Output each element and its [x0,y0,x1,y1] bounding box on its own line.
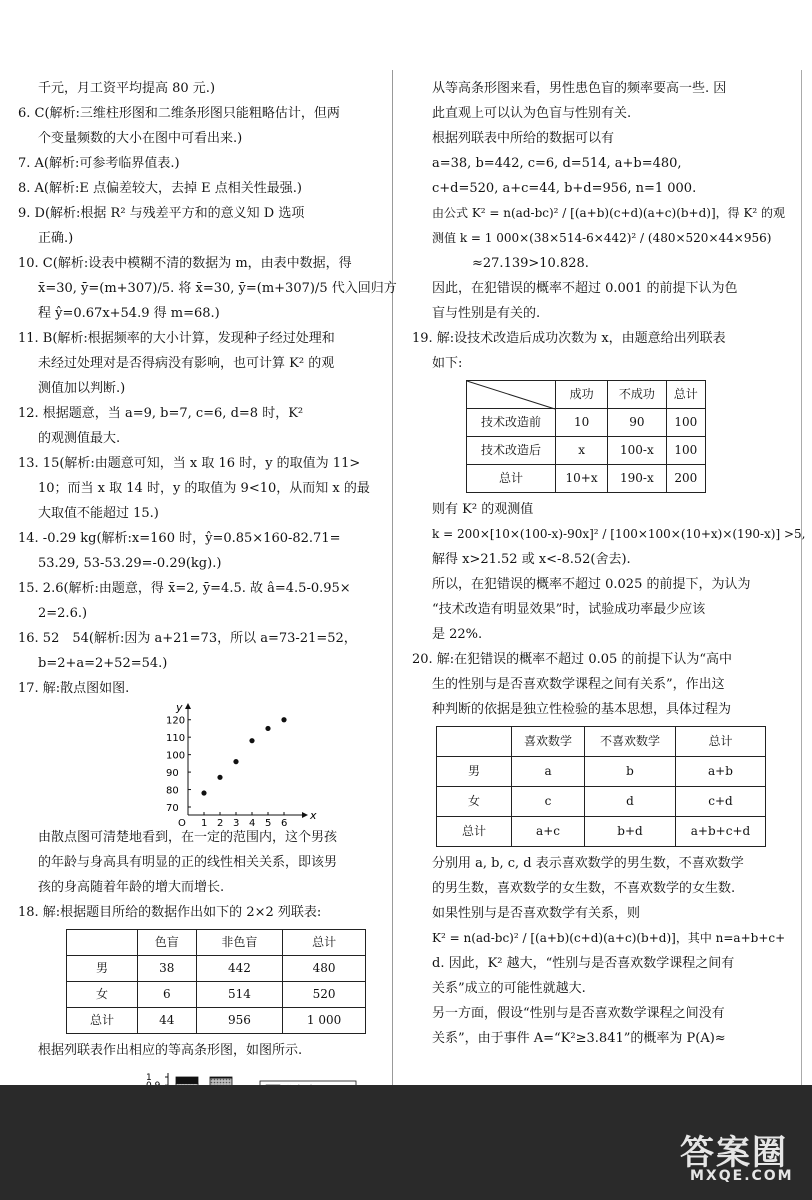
table-cell: 44 [138,1008,197,1034]
x-tick-label: 5 [265,818,272,829]
table-cell: b [585,757,676,787]
table-header: 色盲 [138,930,197,956]
text-line: 18. 解:根据题目所给的数据作出如下的 2×2 列联表: [18,905,322,920]
scatter-point [265,726,270,731]
scatter-point [217,775,222,780]
text-line: 测值加以判断.) [38,381,126,396]
table-cell: 男 [437,757,512,787]
text-line: 种判断的依据是独立性检验的基本思想，具体过程为 [432,702,732,717]
text-line: 12. 根据题意，当 a=9, b=7, c=6, d=8 时，K² [18,406,304,421]
bar-segment [176,1077,198,1083]
text-line: 19. 解:设技术改造后成功次数为 x，由题意给出列联表 [412,331,726,346]
text-line: 由公式 K² = n(ad-bc)² / [(a+b)(c+d)(a+c)(b+d)]，得 K² 的观 [432,206,786,220]
page-edge-line [801,70,802,1085]
text-line: 如下: [432,356,463,371]
text-line: 所以，在犯错误的概率不超过 0.025 的前提下，为认为 [432,577,751,592]
table-cell: 男 [67,956,138,982]
text-line: b=2+a=2+52=54.) [38,656,168,671]
y-tick-label: 1 [146,1073,152,1083]
text-line: 7. A(解析:可参考临界值表.) [18,156,180,171]
y-tick-label: 80 [166,785,179,797]
text-line: 10. C(解析:设表中模糊不清的数据为 m，由表中数据，得 [18,256,352,271]
table-cell: 1 000 [283,1008,366,1034]
table-cell: 514 [196,982,283,1008]
scatter-point [201,790,206,795]
y-tick-label: 120 [166,715,186,727]
y-axis-arrow [185,703,191,709]
text-line: 则有 K² 的观测值 [432,502,534,517]
text-line: 11. B(解析:根据频率的大小计算，发现种子经过处理和 [18,331,335,346]
watermark-url: MXQE.COM [690,1168,794,1184]
table-cell: 女 [67,982,138,1008]
contingency-table-18 [66,929,366,1034]
text-line: 的男生数，喜欢数学的女生数，不喜欢数学的女生数. [432,881,736,896]
table-cell: a [512,757,585,787]
table-cell: c+d [675,787,765,817]
text-line: 程 ŷ=0.67x+54.9 得 m=68.) [38,306,220,321]
text-line: 2=2.6.) [38,606,88,621]
text-line: a=38, b=442, c=6, d=514, a+b=480, [432,156,682,171]
table-header: 不成功 [608,381,666,409]
table-cell: a+b+c+d [675,817,765,847]
text-line: 未经过处理对是否得病没有影响，也可计算 K² 的观 [38,356,335,371]
text-line: 9. D(解析:根据 R² 与残差平方和的意义知 D 选项 [18,206,305,221]
text-line: 如果性别与是否喜欢数学有关系，则 [432,906,641,921]
table-cell: 技术改造前 [467,409,556,437]
table-header [67,930,138,956]
text-line: 孩的身高随着年龄的增大而增长. [38,880,225,895]
y-tick-label: 110 [166,733,186,745]
text-line: 20. 解:在犯错误的概率不超过 0.05 的前提下认为“高中 [412,652,733,667]
text-line: 15. 2.6(解析:由题意，得 x̄=2, ȳ=4.5. 故 â=4.5-0.95× [18,581,351,596]
text-line: K² = n(ad-bc)² / [(a+b)(c+d)(a+c)(b+d)]，其中 n=a+b+c+ [432,931,786,945]
diagonal-line [467,381,555,409]
table-header: 喜欢数学 [512,727,585,757]
x-tick-label: 1 [201,818,208,829]
table-cell: b+d [585,817,676,847]
y-tick-label: 70 [166,803,179,814]
table-cell: 200 [666,465,705,493]
watermark-logo: 答案圈 [680,1133,788,1173]
scatter-plot [18,701,384,829]
table-cell: x [556,437,608,465]
table-cell: 技术改造后 [467,437,556,465]
text-line: 8. A(解析:E 点偏差较大，去掉 E 点相关性最强.) [18,181,302,196]
text-line: 测值 k = 1 000×(38×514-6×442)² / (480×520×44×956) [432,231,772,245]
text-line: 因此，在犯错误的概率不超过 0.001 的前提下认为色 [432,281,738,296]
table-cell: 10 [556,409,608,437]
text-line: 关系”，由于事件 A=“K²≥3.841”的概率为 P(A)≈ [432,1031,726,1046]
text-line: 根据列联表中所给的数据可以有 [432,131,615,146]
table-cell: 6 [138,982,197,1008]
text-line: d. 因此，K² 越大，“性别与是否喜欢数学课程之间有 [432,956,735,971]
contingency-table-20 [436,726,766,847]
text-line: 53.29, 53-53.29=-0.29(kg).) [38,556,222,571]
right-column [412,76,806,1051]
text-line: 盲与性别是有关的. [432,306,541,321]
scatter-point [233,759,238,764]
text-line: 大取值不能超过 15.) [38,506,159,521]
text-line: 的观测值最大. [38,431,121,446]
table-cell: 100 [666,437,705,465]
table-cell: 442 [196,956,283,982]
text-line: k = 200×[10×(100-x)-90x]² / [100×100×(10+x)×(190-x)] >5, [432,527,806,541]
scatter-point [249,738,254,743]
table-cell: 总计 [437,817,512,847]
table-cell: 100-x [608,437,666,465]
x-tick-label: 4 [249,818,256,829]
table-cell: 38 [138,956,197,982]
table-cell: 10+x [556,465,608,493]
table-cell: 190-x [608,465,666,493]
contingency-table-19 [466,380,706,493]
x-axis-label: x [310,809,317,822]
x-tick-label: 6 [281,818,288,829]
text-line: 的年龄与身高具有明显的正的线性相关关系，即该男 [38,855,338,870]
table-cell: d [585,787,676,817]
table-cell: 90 [608,409,666,437]
x-tick-label: 2 [217,818,224,829]
table-cell: a+c [512,817,585,847]
x-axis-arrow [302,812,308,818]
table-header: 总计 [666,381,705,409]
left-column [18,76,397,1163]
diagonal-header-cell [467,381,556,409]
text-line: 14. -0.29 kg(解析:x=160 时，ŷ=0.85×160-82.71= [18,531,341,546]
text-line: 千元，月工资平均提高 80 元.) [38,81,216,96]
column-divider [392,70,393,1085]
table-header: 成功 [556,381,608,409]
table-header: 总计 [675,727,765,757]
text-line: 另一方面，假设“性别与是否喜欢数学课程之间没有 [432,1006,725,1021]
x-tick-label: 3 [233,818,240,829]
y-tick-label: 90 [166,768,179,780]
table-header: 不喜欢数学 [585,727,676,757]
table-cell: c [512,787,585,817]
text-line: 10；而当 x 取 14 时，y 的取值为 9<10，从而知 x 的最 [38,481,370,496]
text-line: 解得 x>21.52 或 x<-8.52(舍去). [432,552,631,567]
text-line: ≈27.139>10.828. [472,256,589,271]
text-line: 个变量频数的大小在图中可看出来.) [38,131,243,146]
y-axis-label: y [176,701,183,714]
table-cell: 总计 [67,1008,138,1034]
scatter-point [281,717,286,722]
text-line: 16. 52 54(解析:因为 a+21=73，所以 a=73-21=52， [18,631,357,646]
table-cell: 女 [437,787,512,817]
text-line: 由散点图可清楚地看到，在一定的范围内，这个男孩 [38,830,338,845]
text-line: 13. 15(解析:由题意可知，当 x 取 16 时，y 的取值为 11> [18,456,361,471]
table-header: 总计 [283,930,366,956]
origin-label: O [178,818,186,829]
text-line: “技术改造有明显效果”时，试验成功率最少应该 [432,602,706,617]
table-cell: 总计 [467,465,556,493]
table-header: 非色盲 [196,930,283,956]
text-line: 分别用 a, b, c, d 表示喜欢数学的男生数，不喜欢数学 [432,856,744,871]
text-line: 关系”成立的可能性就越大. [432,981,586,996]
text-line: 是 22%. [432,627,483,642]
table-header [437,727,512,757]
text-line: c+d=520, a+c=44, b+d=956, n=1 000. [432,181,697,196]
y-tick-label: 100 [166,750,186,762]
text-line: x̄=30, ȳ=(m+307)/5. 将 x̄=30, ȳ=(m+307)/5 代入回归方 [38,281,397,296]
text-line: 从等高条形图来看，男性患色盲的频率要高一些. 因 [432,81,727,96]
text-line: 生的性别与是否喜欢数学课程之间有关系”，作出这 [432,677,725,692]
table-cell: 956 [196,1008,283,1034]
table-cell: a+b [675,757,765,787]
text-line: 此直观上可以认为色盲与性别有关. [432,106,632,121]
text-line: 根据列联表作出相应的等高条形图，如图所示. [38,1043,303,1058]
table-cell: 100 [666,409,705,437]
table-cell: 480 [283,956,366,982]
table-cell: 520 [283,982,366,1008]
text-line: 17. 解:散点图如图. [18,681,130,696]
text-line: 6. C(解析:三维柱形图和二维条形图只能粗略估计，但两 [18,106,340,121]
bar-segment [210,1077,232,1078]
text-line: 正确.) [38,231,74,246]
